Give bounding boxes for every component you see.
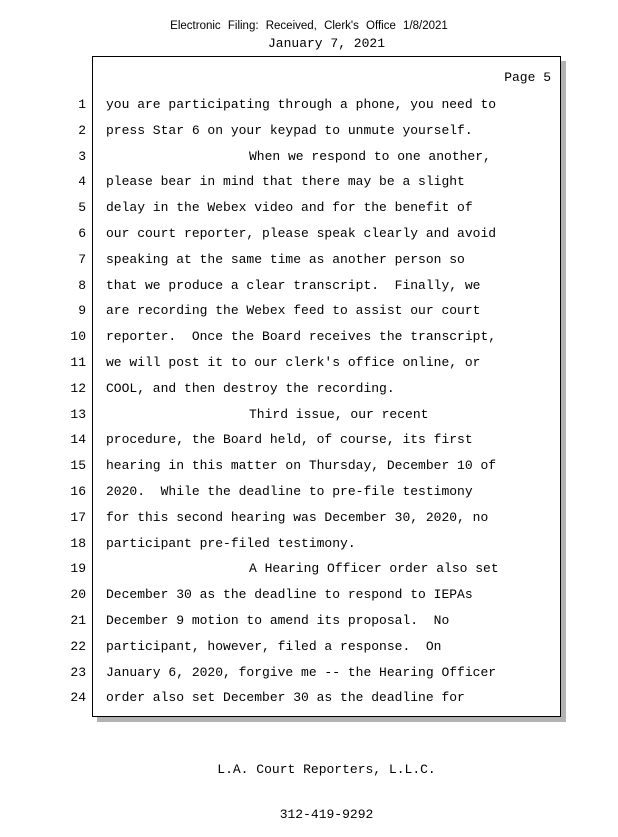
transcript-line [70, 638, 549, 665]
line-text: Third issue, our recent [249, 406, 429, 422]
line-text: press Star 6 on your keypad to unmute yourself. [106, 122, 473, 138]
line-number: 15 [70, 458, 86, 474]
transcript-line [70, 664, 549, 691]
line-text: are recording the Webex feed to assist our court [106, 303, 481, 319]
transcript-line [78, 277, 549, 304]
line-text: hearing in this matter on Thursday, December 10 of [106, 458, 497, 474]
transcript-line [70, 406, 549, 433]
electronic-filing-stamp: Electronic Filing: Received, Clerk's Office 1/8/2021 [170, 20, 448, 32]
line-text: please bear in mind that there may be a slight [106, 174, 465, 190]
reporter-company: L.A. Court Reporters, L.L.C. [217, 762, 436, 777]
line-number: 16 [70, 483, 86, 499]
transcript-line [70, 432, 549, 458]
transcript-line [78, 148, 549, 175]
line-number: 10 [70, 329, 86, 345]
line-number: 11 [70, 354, 86, 370]
transcript-date: January 7, 2021 [267, 36, 386, 51]
line-number: 3 [78, 148, 86, 164]
line-number: 2 [78, 122, 86, 138]
line-text: our court reporter, please speak clearly and avoid [106, 225, 497, 241]
line-text: reporter. Once the Board receives the transcript, [106, 329, 497, 345]
line-text: for this second hearing was December 30, 2020, no [106, 509, 489, 525]
line-text: we will post it to our clerk's office online, or [106, 354, 481, 370]
transcript-line [78, 122, 549, 149]
line-text: you are participating through a phone, you need to [106, 97, 497, 112]
line-text: participant, however, filed a response. On [106, 638, 442, 654]
line-number: 4 [78, 174, 86, 190]
line-number: 20 [70, 587, 86, 603]
line-number: 18 [70, 535, 86, 551]
line-text: When we respond to one another, [249, 148, 491, 164]
line-number: 1 [78, 97, 86, 112]
line-text: COOL, and then destroy the recording. [106, 380, 395, 396]
transcript-line [78, 303, 549, 329]
line-number: 23 [70, 664, 86, 680]
transcript-line [78, 174, 549, 200]
line-number: 12 [70, 380, 86, 396]
transcript-line [70, 509, 549, 536]
reporter-footer [92, 732, 561, 837]
transcript-page-box [70, 56, 561, 717]
line-number: 6 [78, 225, 86, 241]
transcript-line [70, 587, 549, 613]
transcript-line [70, 329, 549, 355]
transcript-line [70, 535, 549, 562]
line-text: A Hearing Officer order also set [249, 561, 499, 577]
line-number: 22 [70, 638, 86, 654]
line-text: speaking at the same time as another person so [106, 251, 465, 267]
line-number: 21 [70, 612, 86, 628]
transcript-lines [70, 97, 549, 716]
transcript-line [70, 612, 549, 639]
page-number-label: Page 5 [504, 70, 551, 85]
line-text: that we produce a clear transcript. Finally, we [106, 277, 481, 293]
line-number: 7 [78, 251, 86, 267]
line-text: order also set December 30 as the deadline for [106, 690, 465, 706]
line-number: 19 [70, 561, 86, 577]
reporter-phone: 312-419-9292 [279, 807, 374, 822]
transcript-line [70, 483, 549, 510]
line-number: 13 [70, 406, 86, 422]
line-text: December 9 motion to amend its proposal. No [106, 612, 450, 628]
line-text: 2020. While the deadline to pre-file testimony [106, 483, 473, 499]
line-number: 5 [78, 200, 86, 216]
transcript-line [78, 97, 549, 123]
line-text: delay in the Webex video and for the benefit of [106, 200, 473, 216]
line-text: participant pre-filed testimony. [106, 535, 356, 551]
line-number: 14 [70, 432, 86, 448]
line-number: 9 [78, 303, 86, 319]
line-text: December 30 as the deadline to respond to IEPAs [106, 587, 473, 603]
line-text: procedure, the Board held, of course, its first [106, 432, 473, 448]
transcript-line [70, 561, 549, 587]
line-number: 24 [70, 690, 86, 706]
line-text: January 6, 2020, forgive me -- the Hearing Officer [106, 664, 497, 680]
transcript-line [78, 200, 549, 226]
transcript-line [70, 354, 549, 381]
transcript-line [70, 690, 549, 716]
transcript-line [70, 380, 549, 407]
transcript-line [78, 225, 549, 252]
line-number: 17 [70, 509, 86, 525]
line-number: 8 [78, 277, 86, 293]
transcript-line [70, 458, 549, 484]
transcript-line [78, 251, 549, 278]
